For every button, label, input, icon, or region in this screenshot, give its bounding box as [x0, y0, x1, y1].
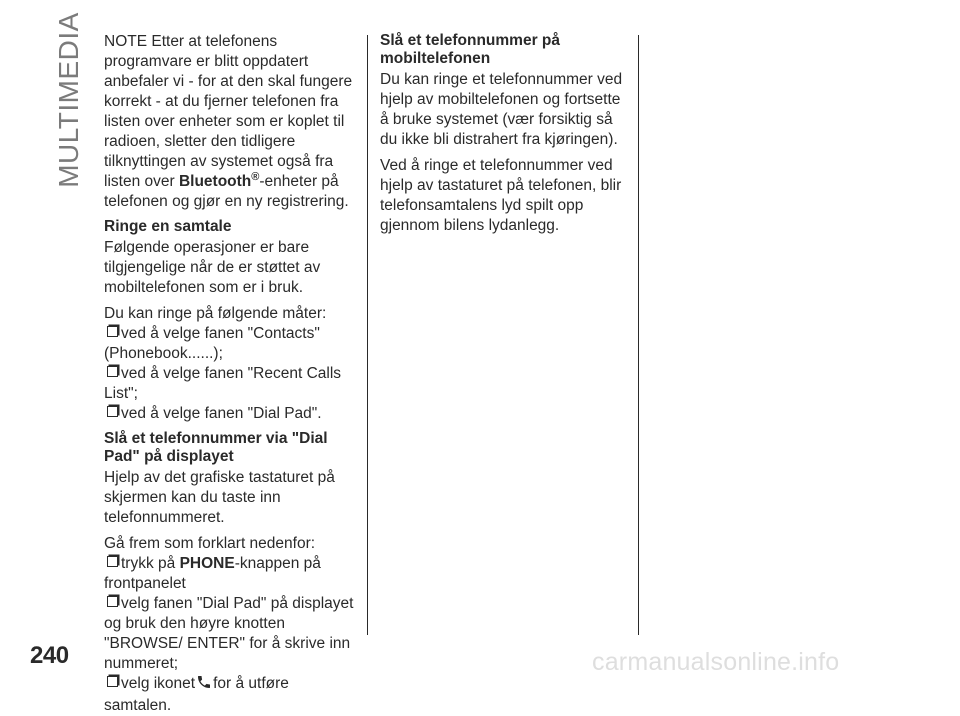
list-item — [104, 554, 360, 594]
para-operations: Følgende operasjoner er bare tilgjengelige når de er støttet av mobiltelefonen som er i bruk. — [104, 239, 321, 296]
column-divider-right — [638, 35, 639, 635]
note-text: NOTE Etter at telefonens programvare er blitt oppdatert anbefaler vi - for at den skal fungere korrekt - at du fjerner telefonen fra listen over enheter som er koplet til radioen, sletter den tidligere tilknyttingen av systemet også fra listen over — [104, 33, 353, 190]
watermark: carmanualsonline.info — [592, 648, 840, 676]
phone-button-term: PHONE — [179, 555, 235, 572]
list-item — [104, 404, 360, 424]
page-number: 240 — [30, 642, 69, 669]
heading-mobile: Slå et telefonnummer på mobiltelefonen — [380, 32, 561, 67]
registered-mark: ® — [251, 170, 260, 183]
list-item — [104, 324, 360, 364]
step2-text: velg fanen "Dial Pad" på displayet og bruk den høyre knotten "BROWSE/ ENTER" for å skrive inn nummeret; — [104, 595, 354, 672]
bluetooth-term — [178, 170, 260, 190]
para-ways: Du kan ringe på følgende måter: — [104, 305, 327, 322]
checkbox-bullet-icon — [107, 326, 118, 337]
checkbox-bullet-icon — [107, 596, 118, 607]
step3-text-end: for å utføre samtalen. — [104, 675, 289, 714]
list-item — [104, 674, 360, 716]
step1-text-end: -knappen på frontpanelet — [104, 555, 321, 592]
note-paragraph — [104, 32, 360, 212]
heading-call: Ringe en samtale — [104, 218, 232, 235]
section-label — [52, 12, 86, 188]
para-proceed: Gå frem som forklart nedenfor: — [104, 535, 316, 552]
phone-handset-icon — [196, 674, 212, 696]
heading-dialpad: Slå et telefonnummer via "Dial Pad" på displayet — [104, 430, 328, 465]
step1-text: trykk på — [121, 555, 180, 572]
list-item-text: ved å velge fanen "Dial Pad". — [121, 405, 322, 422]
list-item — [104, 594, 360, 674]
list-item — [104, 364, 360, 404]
para-help: Hjelp av det grafiske tastaturet på skjermen kan du taste inn telefonnummeret. — [104, 469, 335, 526]
list-item-text: ved å velge fanen "Recent Calls List"; — [104, 365, 342, 402]
checkbox-bullet-icon — [107, 556, 118, 567]
note-text-end: -enheter på telefonen og gjør en ny registrering. — [104, 173, 349, 210]
section-label-text: MULTIMEDIA — [53, 12, 85, 188]
column-divider-left — [367, 35, 368, 635]
checkbox-bullet-icon — [107, 366, 118, 377]
left-column — [104, 32, 360, 716]
step3-text: velg ikonet — [121, 675, 196, 692]
bluetooth-word: Bluetooth — [178, 173, 252, 190]
para-mobile-2: Ved å ringe et telefonnummer ved hjelp av tastaturet på telefonen, blir telefonsamtalens lyd spilt opp gjennom bilens lydanlegg. — [380, 157, 622, 234]
para-mobile-1: Du kan ringe et telefonnummer ved hjelp av mobiltelefonen og fortsette å bruke systemet (vær forsiktig så du ikke bli distrahert fra kjøringen). — [380, 71, 623, 148]
checkbox-bullet-icon — [107, 406, 118, 417]
list-item-text: ved å velge fanen "Contacts" (Phonebook......); — [104, 325, 320, 362]
right-column — [380, 32, 630, 242]
